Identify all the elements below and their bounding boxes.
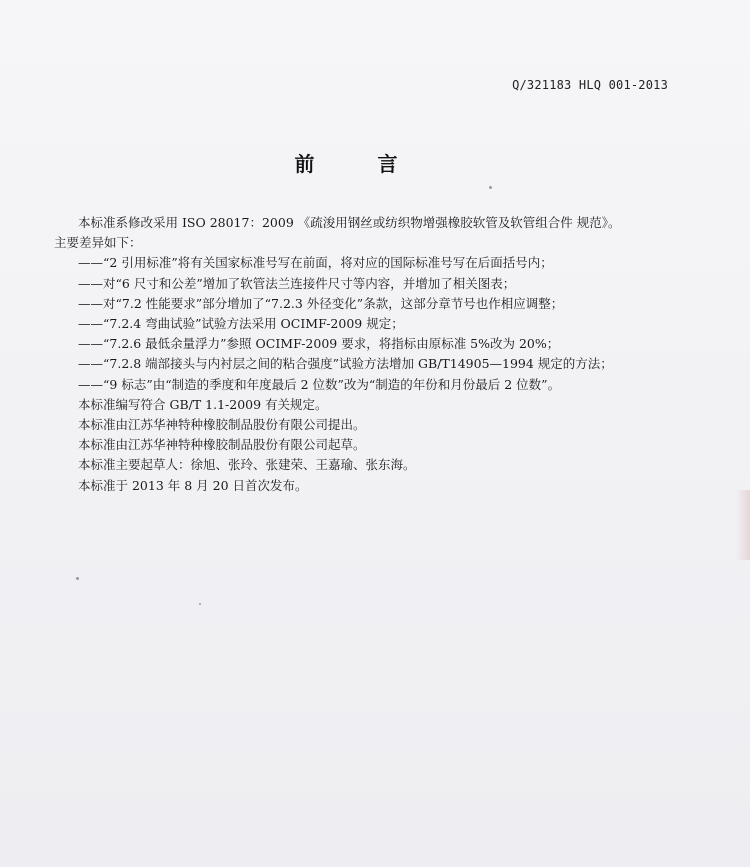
difference-item: ——“7.2.8 端部接头与内衬层之间的粘合强度”试验方法增加 GB/T14905—1994 规定的方法； [78, 356, 613, 372]
difference-item: ——“7.2.6 最低余量浮力”参照 OCIMF-2009 要求，将指标由原标准 5%改为 20%； [78, 336, 560, 352]
closing-paragraph: 本标准于 2013 年 8 月 20 日首次发布。 [78, 477, 308, 493]
foreword-body [54, 213, 684, 496]
difference-item: ——“7.2.4 弯曲试验”试验方法采用 OCIMF-2009 规定； [78, 316, 404, 332]
scan-speck [489, 186, 492, 189]
intro-paragraph: 本标准系修改采用 ISO 28017：2009 《疏浚用钢丝或纺织物增强橡胶软管及软管组合件 规范》。 [78, 215, 621, 230]
difference-item: ——“2 引用标准”将有关国家标准号写在前面，将对应的国际标准号写在后面括号内； [78, 255, 553, 271]
page-title: 前 言 [294, 152, 426, 176]
closing-paragraph: 本标准编写符合 GB/T 1.1-2009 有关规定。 [78, 396, 328, 412]
difference-item: ——对“6 尺寸和公差”增加了软管法兰连接件尺寸等内容，并增加了相关图表； [78, 275, 516, 291]
scan-speck [199, 603, 201, 605]
document-code: Q/321183 HLQ 001-2013 [512, 78, 668, 92]
scan-speck [76, 577, 79, 580]
closing-paragraph: 本标准主要起草人：徐旭、张玲、张建荣、王嘉瑜、张东海。 [78, 457, 416, 473]
scan-edge-mark [736, 490, 750, 560]
differences-heading: 主要差异如下： [54, 235, 142, 251]
difference-item: ——“9 标志”由“制造的季度和年度最后 2 位数”改为“制造的年份和月份最后 2 位数”。 [78, 376, 561, 392]
closing-paragraph: 本标准由江苏华神特种橡胶制品股份有限公司提出。 [78, 417, 366, 433]
difference-item: ——对“7.2 性能要求”部分增加了“7.2.3 外径变化”条款，这部分章节号也作相应调整； [78, 295, 564, 311]
closing-paragraph: 本标准由江苏华神特种橡胶制品股份有限公司起草。 [78, 437, 366, 453]
